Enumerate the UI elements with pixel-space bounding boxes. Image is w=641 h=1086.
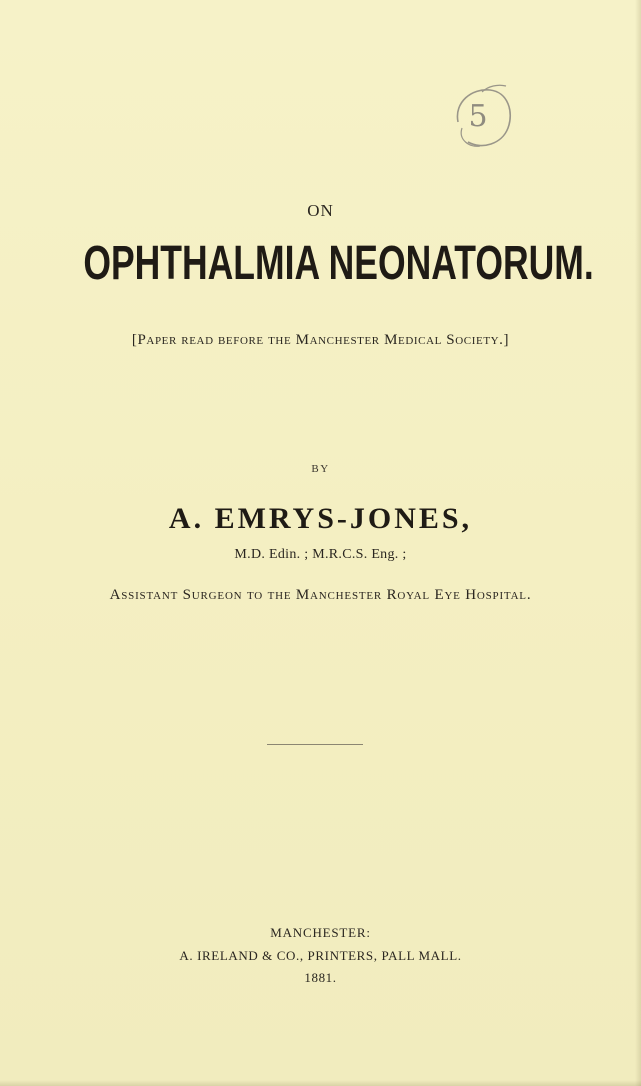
author-name: A. EMRYS-JONES, bbox=[168, 502, 473, 535]
author-position: Assistant Surgeon to the Manchester Royal Eye Hospital. bbox=[109, 587, 532, 603]
handwritten-page-number-mark bbox=[448, 82, 518, 154]
handwritten-number: 5 bbox=[468, 99, 488, 134]
by-line: BY bbox=[311, 463, 330, 475]
imprint-printers: A. IRELAND & CO., PRINTERS, PALL MALL. bbox=[179, 948, 462, 963]
page-edge-shadow-right bbox=[635, 0, 641, 1086]
imprint-year: 1881. bbox=[304, 970, 337, 985]
book-title: OPHTHALMIA NEONATORUM. bbox=[83, 237, 594, 290]
title-preposition: ON bbox=[307, 201, 334, 220]
author-degrees: M.D. Edin. ; M.R.C.S. Eng. ; bbox=[234, 547, 407, 562]
page-edge-shadow-bottom bbox=[0, 1080, 641, 1086]
book-subtitle: [Paper read before the Manchester Medical Society.] bbox=[131, 332, 510, 348]
divider-rule bbox=[267, 744, 363, 745]
imprint-city: MANCHESTER: bbox=[270, 925, 371, 940]
